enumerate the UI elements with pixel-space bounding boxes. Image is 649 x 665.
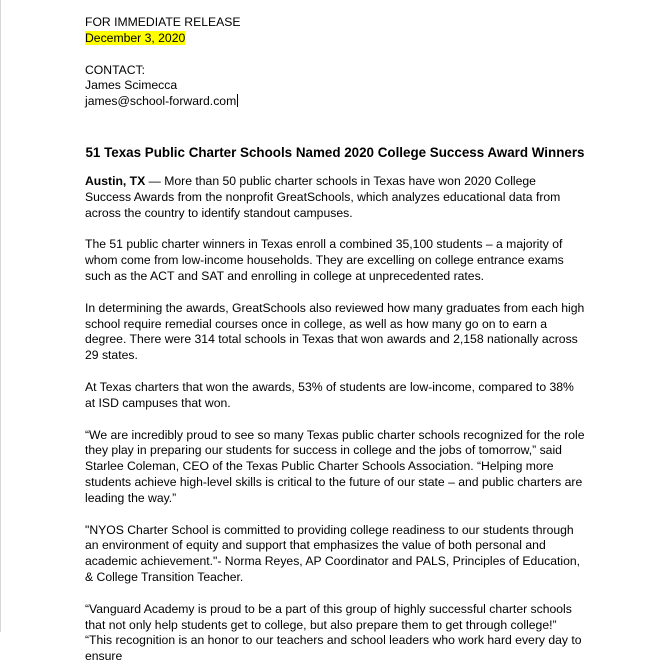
contact-label: CONTACT: <box>85 62 146 77</box>
release-date: December 3, 2020 <box>85 30 186 45</box>
paragraph-7-quote: “Vanguard Academy is proud to be a part of this group of highly successful charter schools that not only help students get to college, but also prepare them to get through college!” “This recognition is an honor to our teachers and school leaders who work hard every day to ensure <box>85 601 582 664</box>
contact-email[interactable]: james@school-forward.com <box>85 94 237 109</box>
headline: 51 Texas Public Charter Schools Named 2020 College Success Award Winners <box>85 144 585 160</box>
document-content[interactable] <box>85 15 585 665</box>
release-header <box>85 15 585 47</box>
contact-block <box>85 63 585 110</box>
text-cursor <box>237 94 238 107</box>
contact-name: James Scimecca <box>85 78 178 93</box>
paragraph-4: At Texas charters that won the awards, 53% of students are low-income, compared to 38% at ISD campuses that won. <box>85 379 574 410</box>
page-left-border <box>0 0 1 632</box>
paragraph-1 <box>85 174 585 221</box>
dateline: Austin, TX <box>85 173 146 188</box>
paragraph-3: In determining the awards, GreatSchools also reviewed how many graduates from each high school require remedial courses once in college, as well as how many go on to earn a degree. There were 314 total schools in Texas that won awards and 2,158 nationally across 29 states. <box>85 300 585 363</box>
contact-email-line[interactable] <box>85 94 585 110</box>
paragraph-1-text: — More than 50 public charter schools in Texas have won 2020 College Success Awards from the nonprofit GreatSchools, which analyzes educational data from across the country to identify standout campuses. <box>85 173 561 220</box>
paragraph-2: The 51 public charter winners in Texas enroll a combined 35,100 students – a majority of whom come from low-income households. They are excelling on college entrance exams such as the ACT and SAT and enrolling in college at unprecedented rates. <box>85 237 564 283</box>
paragraph-5-quote: “We are incredibly proud to see so many Texas public charter schools recognized for the role they play in preparing our students for success in college and the jobs of tomorrow,” said Starlee Coleman, CEO of the Texas Public Charter Schools Association. “Helping more students achieve high-level skills is critical to the future of our state – and public charters are leading the way.” <box>85 427 585 505</box>
release-date-line <box>85 31 585 47</box>
release-label: FOR IMMEDIATE RELEASE <box>85 15 241 29</box>
paragraph-6-quote: "NYOS Charter School is committed to providing college readiness to our students through an environment of equity and support that emphasizes the value of both personal and academic achievement."- Norma Reyes, AP Coordinator and PALS, Principles of Education, & College Transition Teacher. <box>85 522 581 584</box>
